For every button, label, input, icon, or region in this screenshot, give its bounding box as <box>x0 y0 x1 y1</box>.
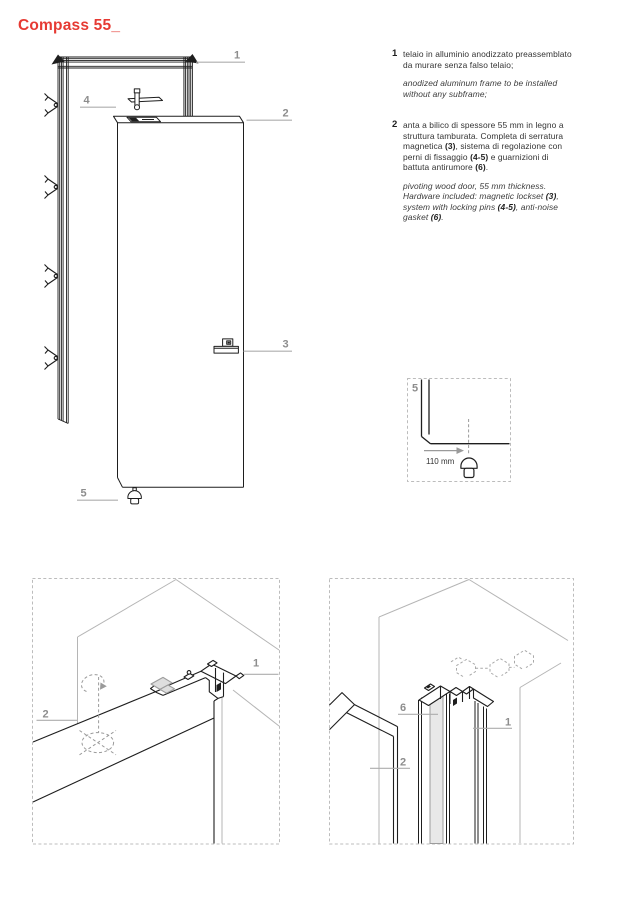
detail-pivot-label: 5 <box>411 382 419 395</box>
callout-frame-1: 1 <box>504 716 512 729</box>
notes-column <box>392 49 576 231</box>
note-2-it-ref-6: (6) <box>475 162 486 172</box>
callout-3: 3 <box>282 338 289 351</box>
callout-frame-1: 1 <box>252 657 260 670</box>
note-2-en-text: , system with locking pins <box>403 191 559 212</box>
main-figure <box>45 50 293 504</box>
pivot-pin-detail <box>461 458 477 478</box>
note-1 <box>392 49 576 107</box>
note-1-number: 1 <box>392 48 398 59</box>
note-1-english <box>403 78 576 99</box>
detail-jamb-box <box>330 579 574 845</box>
note-2-english <box>403 181 576 223</box>
callout-door-2: 2 <box>42 708 49 721</box>
note-2 <box>392 120 576 231</box>
note-2-it-text: . <box>485 162 489 172</box>
pivot-axis-symbol <box>80 675 117 755</box>
note-2-en-text: pivoting wood door, 55 mm thickness. Hardware included: magnetic lockset <box>403 180 547 201</box>
note-1-italian <box>403 49 576 70</box>
note-2-en-text: , anti-noise gasket <box>403 201 559 222</box>
top-corner-callouts <box>37 658 279 721</box>
callout-door-2: 2 <box>399 756 407 769</box>
door-slab-lines <box>33 689 214 844</box>
detail-top-corner-box <box>33 579 280 845</box>
wall-lines <box>379 580 568 844</box>
note-2-en-ref-3: (3) <box>545 191 557 201</box>
note-1-en-text: anodized aluminum frame to be installed without any subframe; <box>403 78 558 99</box>
note-1-it-text: telaio in alluminio anodizzato preassemblato da murare senza falso telaio; <box>403 49 572 70</box>
lockset-handle <box>214 339 238 353</box>
measurement-110mm: 110 mm <box>426 457 455 466</box>
callout-gasket-6: 6 <box>399 702 407 714</box>
note-2-en-text: . <box>441 212 444 222</box>
frame-drawing <box>52 54 199 423</box>
door-corner-lines <box>422 380 510 444</box>
note-2-it-text: anta a bilico di spessore 55 mm in legno a struttura tamburata. Completa di serratura magnetica <box>403 120 564 151</box>
note-2-italian <box>403 120 576 173</box>
phantom-profile <box>451 650 534 677</box>
detail-pivot-box <box>408 379 511 482</box>
note-2-it-text: , sistema di regolazione con perni di fissaggio <box>403 141 563 162</box>
measure-arrow <box>424 419 469 454</box>
callout-5: 5 <box>80 487 87 500</box>
bottom-pivot-pin <box>128 488 141 504</box>
frame-profile-section <box>151 660 244 701</box>
note-2-en-ref-45: (4-5) <box>497 201 516 212</box>
door-drawing <box>114 116 244 487</box>
note-2-it-ref-3: (3) <box>444 141 456 151</box>
callout-4: 4 <box>83 94 90 107</box>
wall-anchor-icons <box>45 94 58 370</box>
note-2-number: 2 <box>392 119 398 130</box>
extrusion-top-cap <box>419 684 494 707</box>
page-title: Compass 55_ <box>18 17 121 34</box>
note-2-en-ref-6: (6) <box>430 212 442 222</box>
gasket-strip <box>430 691 443 844</box>
top-pivot-hinge <box>128 89 163 110</box>
note-2-it-ref-45: (4-5) <box>470 151 489 162</box>
callout-2: 2 <box>282 107 289 120</box>
callout-1: 1 <box>233 49 241 62</box>
note-2-it-text: e guarnizioni di battuta antirumore <box>403 151 549 172</box>
